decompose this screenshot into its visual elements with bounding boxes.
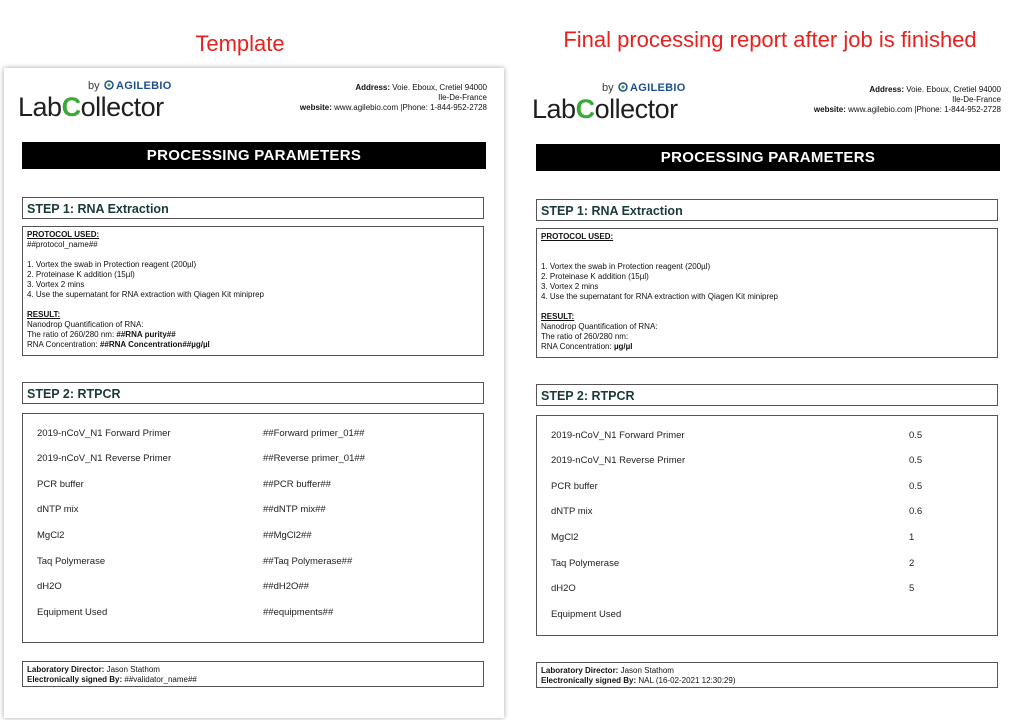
logo-brand: AGILEBIO [630,82,686,94]
rtpcr-label: MgCl2 [551,532,579,543]
protocol-step: 1. Vortex the swab in Protection reagent (200µl) [27,260,197,269]
rtpcr-label: dNTP mix [551,506,593,517]
concentration-line: RNA Concentration: µg/µl [541,342,633,351]
result-line: Nanodrop Quantification of RNA: [541,322,658,331]
rtpcr-value: 0.5 [909,481,923,492]
step1-title: STEP 1: RNA Extraction [536,199,998,221]
rtpcr-value: ##equipments## [263,607,334,618]
protocol-step: 1. Vortex the swab in Protection reagent (200µl) [541,262,711,271]
rtpcr-value: 0.6 [909,506,923,517]
protocol-step: 2. Proteinase K addition (15µl) [27,270,135,279]
protocol-step: 4. Use the supernatant for RNA extraction with Qiagen Kit miniprep [541,292,779,301]
rtpcr-value: 0.5 [909,455,923,466]
result-label: RESULT: [27,310,61,319]
agilebio-mark-icon [618,82,628,92]
labcollector-logo [18,78,188,126]
protocol-label: PROTOCOL USED: [27,230,100,239]
rtpcr-value: ##dH2O## [263,581,309,592]
address-block: Address: Voie. Eboux, Cretiel 94000 Ile-De-France website: www.agilebio.com |Phone: 1-844-952-2728 [813,85,1001,114]
step1-title: STEP 1: RNA Extraction [22,197,484,219]
rtpcr-value: ##Taq Polymerase## [263,556,353,567]
concentration-line: RNA Concentration: ##RNA Concentration##µg/µl [27,340,210,349]
protocol-step: 2. Proteinase K addition (15µl) [541,272,649,281]
caption-final-report: Final processing report after job is finished [563,27,977,52]
rtpcr-table [536,415,998,636]
rtpcr-label: 2019-nCoV_N1 Reverse Primer [37,453,172,464]
result-label: RESULT: [541,312,575,321]
result-line: Nanodrop Quantification of RNA: [27,320,144,329]
logo-by: by [88,80,100,92]
signature-block: Laboratory Director: Jason Stathom Electronically signed By: ##validator_name## [22,661,484,687]
rtpcr-label: dH2O [551,583,576,594]
rtpcr-value: ##Forward primer_01## [263,428,365,439]
address-block: Address: Voie. Eboux, Cretiel 94000 Ile-De-France website: www.agilebio.com |Phone: 1-844-952-2728 [299,83,487,112]
rtpcr-label: PCR buffer [551,481,598,492]
step2-title: STEP 2: RTPCR [536,384,998,406]
protocol-label: PROTOCOL USED: [541,232,614,241]
rtpcr-value: 2 [909,558,915,569]
rtpcr-label: Equipment Used [551,609,622,620]
rtpcr-label: MgCl2 [37,530,65,541]
logo-wordmark: LabCollector [18,92,164,122]
rtpcr-value: 0.5 [909,430,923,441]
rtpcr-label: Taq Polymerase [37,556,106,567]
rtpcr-label: dH2O [37,581,62,592]
protocol-step: 3. Vortex 2 mins [541,282,599,291]
processing-parameters-banner: PROCESSING PARAMETERS [22,142,486,169]
step1-details [22,226,484,356]
rtpcr-value: ##dNTP mix## [263,504,326,515]
protocol-step: 4. Use the supernatant for RNA extraction with Qiagen Kit miniprep [27,290,265,299]
rtpcr-value: ##MgCl2## [263,530,312,541]
rtpcr-value: ##PCR buffer## [263,479,331,490]
caption-template: Template [195,31,285,56]
protocol-name: ##protocol_name## [27,240,98,249]
protocol-step: 3. Vortex 2 mins [27,280,85,289]
logo-brand: AGILEBIO [116,80,172,92]
rtpcr-label: 2019-nCoV_N1 Reverse Primer [551,455,686,466]
rtpcr-label: dNTP mix [37,504,79,515]
signature-block: Laboratory Director: Jason Stathom Electronically signed By: NAL (16-02-2021 12:30:29) [536,662,998,688]
step1-details [536,228,998,358]
final-report-page [518,70,1018,720]
ratio-line: The ratio of 260/280 nm: ##RNA purity## [27,330,176,339]
labcollector-logo [532,80,702,128]
rtpcr-value: 5 [909,583,915,594]
logo-wordmark: LabCollector [532,94,678,124]
rtpcr-table [22,413,484,643]
rtpcr-label: 2019-nCoV_N1 Forward Primer [37,428,171,439]
rtpcr-label: Equipment Used [37,607,108,618]
rtpcr-label: PCR buffer [37,479,84,490]
template-page [4,68,504,718]
rtpcr-label: 2019-nCoV_N1 Forward Primer [551,430,685,441]
rtpcr-label: Taq Polymerase [551,558,620,569]
step2-title: STEP 2: RTPCR [22,382,484,404]
agilebio-mark-icon [104,80,114,90]
ratio-line: The ratio of 260/280 nm: [541,332,629,341]
processing-parameters-banner: PROCESSING PARAMETERS [536,144,1000,171]
rtpcr-value: 1 [909,532,915,543]
logo-by: by [602,82,614,94]
rtpcr-value: ##Reverse primer_01## [263,453,365,464]
